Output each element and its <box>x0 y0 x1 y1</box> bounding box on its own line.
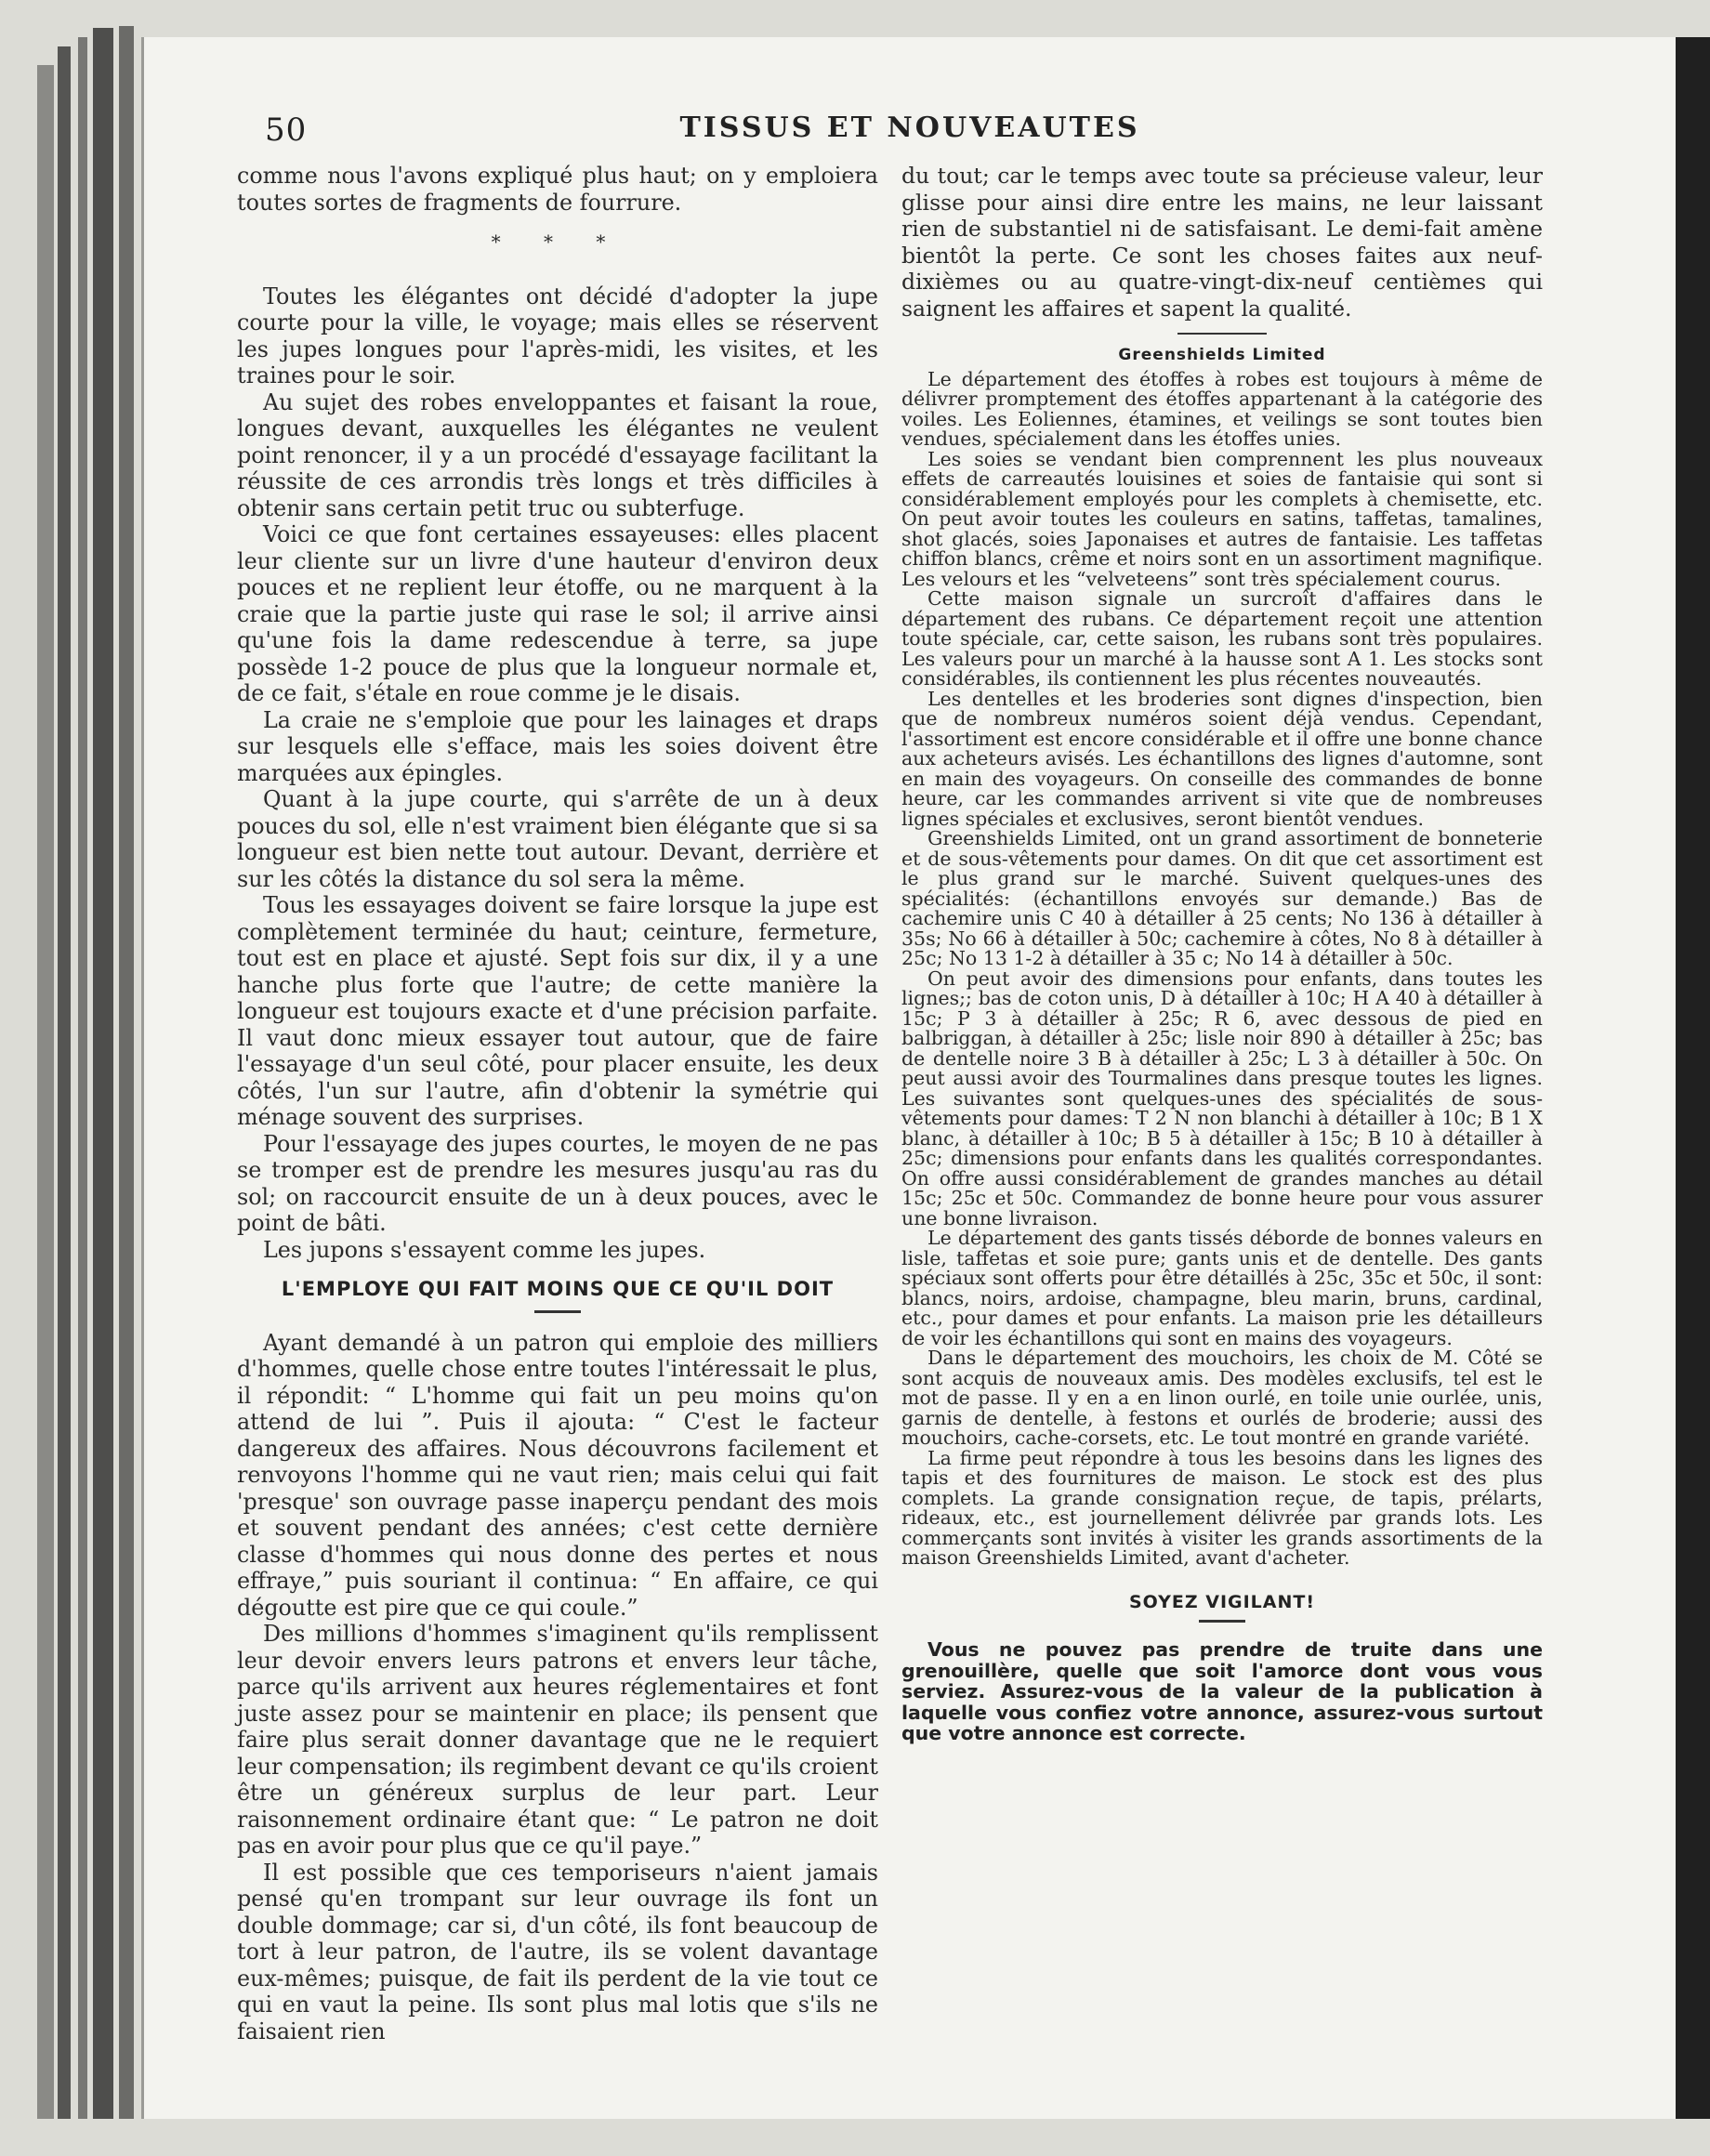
paragraph: Les dentelles et les broderies sont dignes d'inspection, bien que de nombreux numéros soient déjà vendus. Cependant, l'assortiment est encore considérable et il offre une bonne chance aux acheteurs avisés. Les échantillons des lignes d'automne, sont en main des voyageurs. On conseille des commandes de bonne heure, car les commandes arrivent si vite que de nombreuses lignes spéciales et exclusives, seront bientôt vendues. <box>901 687 1543 830</box>
paragraph: Le département des gants tissés déborde de bonnes valeurs en lisle, taffetas et soie pure; gants unis et de dentelle. Des gants spéciaux sont offerts pour être détaillés à 25c, 35c et 50c, il sont: blancs, noirs, ardoise, champagne, bleu marin, bruns, cardinal, etc., pour dames et pour enfants. La maison prie les détailleurs de voir les échantillons qui sont en mains des voyageurs. <box>901 1227 1543 1349</box>
paragraph: Les jupons s'essayent comme les jupes. <box>263 1236 706 1263</box>
paragraph: du tout; car le temps avec toute sa précieuse valeur, leur glisse pour ainsi dire entre les mains, ne leur laissant rien de substantiel ni de satisfaisant. Le demi-fait amène bientôt la perte. Ce sont les choses faites aux neuf-dixièmes ou au quatre-vingt-dix-neuf centièmes qui saignent les affaires et sapent la qualité. <box>901 163 1543 322</box>
heading-rule <box>1177 333 1267 335</box>
paragraph: Greenshields Limited, ont un grand assortiment de bonneterie et de sous-vêtements pour dames. On dit que cet assortiment est le plus grand sur le marché. Suivent quelques-unes des spécialités: (échantillons envoyés sur demande.) Bas de cachemire unis C 40 à détailler à 25 cents; No 136 à détailler à 35s; No 66 à détailler à 50c; cachemire à côtes, No 8 à détailler à 25c; No 13 1-2 à détailler à 35 c; No 14 à détailler à 50c. <box>901 827 1543 969</box>
paragraph: Ayant demandé à un patron qui emploie des milliers d'hommes, quelle chose entre toutes l'intéressait le plus, il répondit: “ L'homme qui fait un peu moins qu'on attend de lui ”. Puis il ajouta: “ C'est le facteur dangereux des affaires. Nous découvrons facilement et renvoyons l'homme qui ne vaut rien; mais celui qui fait 'presque' son ouvrage passe inaperçu pendant des mois et souvent pendant des années; c'est cette dernière classe d'hommes qui nous donne des pertes et nous effraye,” puis souriant il continua: “ En affaire, ce qui dégoutte est pire que ce qui coule.” <box>237 1329 878 1621</box>
heading-rule <box>1199 1620 1245 1623</box>
section-heading: Greenshields Limited <box>1118 346 1326 364</box>
paragraph: Des millions d'hommes s'imaginent qu'ils remplissent leur devoir envers leurs patrons et envers leur tâche, parce qu'ils arrivent aux heures réglementaires et font juste assez pour se maintenir en place; ils pensent que faire plus serait donner davantage que ne le requiert leur compensation; ils regimbent devant ce qu'ils croient être un généreux surplus de leur part. Leur raisonnement ordinaire étant que: “ Le patron ne doit pas en avoir pour plus que ce qu'il paye.” <box>237 1621 878 1859</box>
paragraph: On peut avoir des dimensions pour enfants, dans toutes les lignes;; bas de coton unis, D à détailler à 10c; H A 40 à détailler à 15c; P 3 à détailler à 25c; R 6, avec dessous de pied en balbriggan, à détailler à 25c; lisle noir 890 à détailler à 25c; bas de dentelle noire 3 B à détailler à 25c; L 3 à détailler à 50c. On peut aussi avoir des Tourmalines dans presque toutes les lignes. Les suivantes sont quelques-unes des spécialités de sous-vêtements pour dames: T 2 N non blanchi à détailler à 10c; B 1 X blanc, à détailler à 10c; B 5 à détailler à 15c; B 10 à détailler à 25c; dimensions pour enfants dans les qualités correspondantes. On offre aussi considérablement de grandes manches au détail 15c; 25c et 50c. Commandez de bonne heure pour vous assurer une bonne livraison. <box>901 966 1543 1229</box>
notice-text: Vous ne pouvez pas prendre de truite dans une grenouillère, quelle que soit l'amorce dont vous vous serviez. Assurez-vous de la valeur de la publication à laquelle vous confiez votre annonce, assurez-vous surtout que votre annonce est correcte. <box>901 1638 1543 1744</box>
running-head <box>144 112 1676 167</box>
book-edge <box>93 28 113 2119</box>
scan-border <box>1673 37 1710 2119</box>
paragraph: Tous les essayages doivent se faire lorsque la jupe est complètement terminée du haut; ceinture, fermeture, tout est en place et ajusté. Sept fois sur dix, il y a une hanche plus forte que l'autre; de cette manière la longueur est toujours exacte et d'une précision parfaite. Il vaut donc mieux essayer tout autour, que de faire l'essayage d'un seul côté, pour placer ensuite, les deux côtés, l'un sur l'autre, afin d'obtenir la symétrie qui ménage souvent des surprises. <box>237 892 878 1130</box>
left-column <box>237 163 878 2044</box>
paragraph: Quant à la jupe courte, qui s'arrête de un à deux pouces du sol, elle n'est vraiment bien élégante que si sa longueur est bien nette tout autour. Devant, derrière et sur les côtés la distance du sol sera la même. <box>237 786 878 892</box>
paragraph: Cette maison signale un surcroît d'affaires dans le département des rubans. Ce département reçoit une attention toute spéciale, car, cette saison, les rubans sont très populaires. Les valeurs pour un marché à la hausse sont A 1. Les stocks sont considérables, ils contiennent les plus récentes nouveautés. <box>901 587 1543 690</box>
paragraph: Au sujet des robes enveloppantes et faisant la roue, longues devant, auxquelles les élégantes ne veulent point renoncer, il y a un procédé d'essayage facilitant la réussite de ces arrondis très longs et très difficiles à obtenir sans certain petit truc ou subterfuge. <box>237 388 878 521</box>
paragraph: Il est possible que ces temporiseurs n'aient jamais pensé qu'en trompant sur leur ouvrage ils font un double dommage; car si, d'un côté, ils font beaucoup de tort à leur patron, de l'autre, ils se volent davantage eux-mêmes; puisque, de fait ils perdent de la vie tout ce qui en vaut la peine. Ils sont plus mal lotis que s'ils ne faisaient rien <box>237 1859 878 2044</box>
paragraph: Toutes les élégantes ont décidé d'adopter la jupe courte pour la ville, le voyage; mais elles se réservent les jupes longues pour l'après-midi, les visites, et les traines pour le soir. <box>237 283 878 388</box>
book-page <box>141 37 1676 2119</box>
right-column <box>901 163 1543 1744</box>
section-heading: L'EMPLOYE QUI FAIT MOINS QUE CE QU'IL DOIT <box>281 1278 835 1300</box>
paragraph: Voici ce que font certaines essayeuses: elles placent leur cliente sur un livre d'une hauteur d'environ deux pouces et ne replient leur étoffe, ou ne marquent à la craie que la partie juste qui rase le sol; il arrive ainsi qu'une fois la dame redescendue à terre, sa jupe possède 1-2 pouce de plus que la longueur normale et, de ce fait, s'étale en roue comme je le disais. <box>237 521 878 706</box>
notice-heading: SOYEZ VIGILANT! <box>1128 1591 1316 1612</box>
heading-rule <box>534 1310 581 1313</box>
book-edge <box>58 46 71 2119</box>
book-edge <box>78 37 87 2119</box>
paragraph: Dans le département des mouchoirs, les choix de M. Côté se sont acquis de nouveaux amis. Des modèles exclusifs, tel est le mot de passe. Il y en a en linon ourlé, en toile unie ourlée, unis, garnis de dentelle, à festons et ourlés de broderie; aussi des mouchoirs, cache-corsets, etc. Le tout montré en grande variété. <box>901 1347 1543 1449</box>
page-number: 50 <box>265 112 308 149</box>
paragraph: Le département des étoffes à robes est toujours à même de délivrer promptement des étoffes appartenant à la catégorie des voiles. Les Eoliennes, étamines, et veilings se sont toutes bien vendues, spécialement dans les étoffes unies. <box>901 367 1543 450</box>
paragraph: Pour l'essayage des jupes courtes, le moyen de ne pas se tromper est de prendre les mesures jusqu'au ras du sol; on raccourcit ensuite de un à deux pouces, avec le point de bâti. <box>237 1130 878 1236</box>
book-edge <box>119 26 134 2119</box>
paragraph: La firme peut répondre à tous les besoins dans les lignes des tapis et des fournitures de maison. Le stock est des plus complets. La grande consignation reçue, de tapis, prélarts, rideaux, etc., est journellement délivrée par grands lots. Les commerçants sont invités à visiter les grands assortiments de la maison Greenshields Limited, avant d'acheter. <box>901 1446 1543 1569</box>
running-title: TISSUS ET NOUVEAUTES <box>679 112 1140 144</box>
paragraph: Les soies se vendant bien comprennent les plus nouveaux effets de carreautés louisines et soies de fantaisie qui sont si considérablement employés pour les complets à chemisette, etc. On peut avoir toutes les couleurs en satins, taffetas, tamalines, shot glacés, soies Japonaises et autres de fantaisie. Les taffetas chiffon blancs, crême et noirs sont en un assortiment magnifique. Les velours et les “velveteens” sont très spécialement courus. <box>901 447 1543 590</box>
paragraph: La craie ne s'emploie que pour les lainages et draps sur lesquels elle s'efface, mais les soies doivent être marquées aux épingles. <box>237 706 878 786</box>
section-separator: * * * <box>491 230 625 253</box>
paragraph: comme nous l'avons expliqué plus haut; on y emploiera toutes sortes de fragments de fourrure. <box>237 163 878 216</box>
book-edge <box>37 65 54 2119</box>
